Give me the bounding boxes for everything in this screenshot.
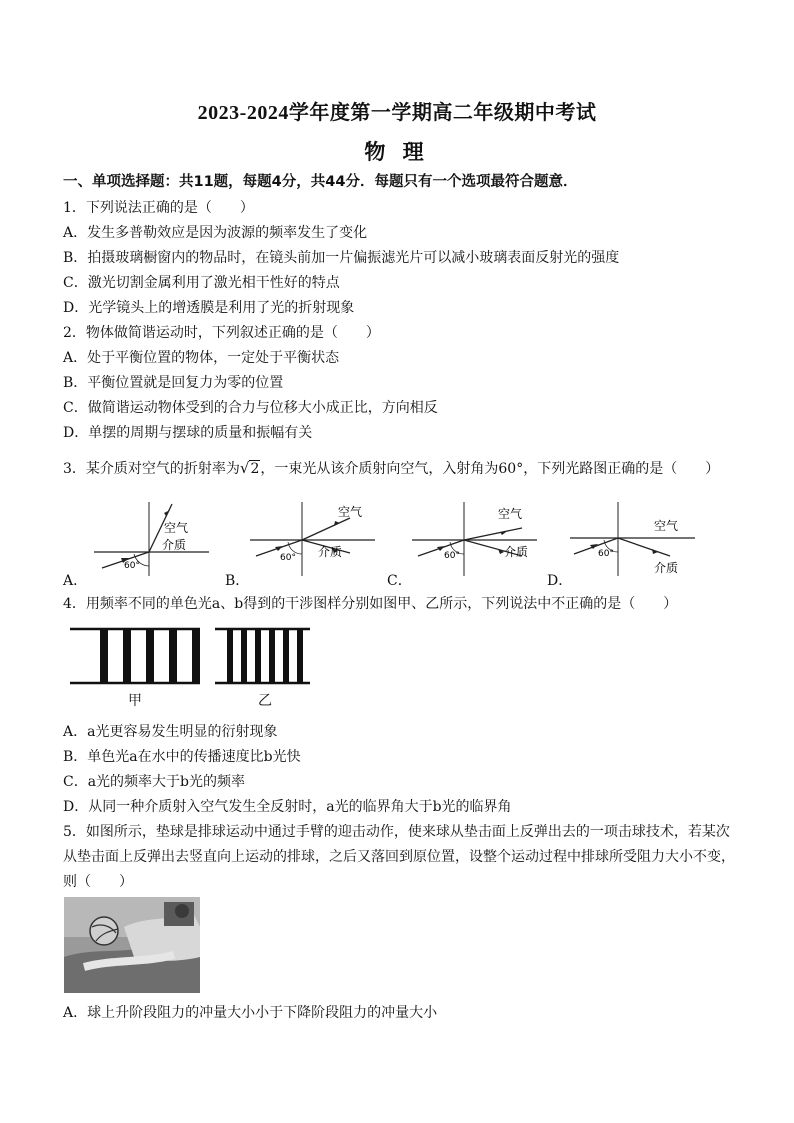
q1-option-d: D．光学镜头上的增透膜是利用了光的折射现象 — [63, 300, 355, 316]
q3c-medium-label: 介质 — [504, 545, 529, 559]
q1-option-b: B．拍摄玻璃橱窗内的物品时，在镜头前加一片偏振滤光片可以减小玻璃表面反射光的强度 — [63, 250, 620, 266]
q1-stem: 1．下列说法正确的是（ ） — [63, 200, 254, 216]
q1-option-a: A．发生多普勒效应是因为波源的频率发生了变化 — [63, 225, 368, 241]
q2-option-c: C．做简谐运动物体受到的合力与位移大小成正比，方向相反 — [63, 400, 438, 416]
fringe-pattern-jia — [70, 626, 200, 690]
q3-option-d-label: D． — [547, 573, 573, 589]
fringe-pattern-yi — [215, 626, 310, 690]
q4-option-b: B．单色光a在水中的传播速度比b光快 — [63, 749, 301, 765]
q3-option-b-label: B． — [225, 573, 250, 589]
q3a-air-label: 空气 — [164, 521, 189, 535]
q3-diagram-a — [94, 496, 209, 576]
q4-stem: 4．用频率不同的单色光a、b得到的干涉图样分别如图甲、乙所示，下列说法中不正确的是（ ） — [63, 596, 678, 612]
q3d-medium-label: 介质 — [654, 561, 679, 575]
q3a-medium-label: 介质 — [162, 538, 187, 552]
q3-diagram-c — [412, 496, 537, 576]
q2-option-b: B．平衡位置就是回复力为零的位置 — [63, 375, 284, 391]
q5-option-a: A．球上升阶段阻力的冲量大小小于下降阶段阻力的冲量大小 — [63, 1005, 438, 1021]
q3b-air-label: 空气 — [338, 505, 363, 519]
q3-stem — [63, 458, 719, 479]
q5-stem-line2: 从垫击面上反弹出去竖直向上运动的排球，之后又落回到原位置，设整个运动过程中排球所受阻力大小不变， — [63, 849, 735, 865]
q3-diagram-d — [570, 496, 695, 576]
volleyball-photo — [64, 897, 200, 993]
sqrt-value: 2 — [250, 461, 260, 477]
q3d-angle-label: 60° — [598, 549, 614, 559]
q3b-angle-label: 60° — [280, 553, 296, 563]
q3a-angle-label: 60° — [124, 561, 140, 571]
q2-option-a: A．处于平衡位置的物体，一定处于平衡状态 — [63, 350, 340, 366]
q3-option-a-label: A． — [63, 573, 88, 589]
section-heading: 一、单项选择题：共11题，每题4分，共44分．每题只有一个选项最符合题意． — [63, 174, 578, 190]
q3b-medium-label: 介质 — [318, 545, 343, 559]
q3-stem-before: 3．某介质对空气的折射率为 — [63, 461, 240, 477]
q2-stem: 2．物体做简谐运动时，下列叙述正确的是（ ） — [63, 325, 380, 341]
exam-title: 2023-2024学年度第一学期高二年级期中考试 — [197, 102, 597, 124]
q1-option-c: C．激光切割金属利用了激光相干性好的特点 — [63, 275, 340, 291]
q5-stem-line3: 则（ ） — [63, 874, 133, 890]
q3-diagram-b — [250, 496, 375, 576]
q4-option-d: D．从同一种介质射入空气发生全反射时，a光的临界角大于b光的临界角 — [63, 799, 512, 815]
q3c-angle-label: 60° — [444, 551, 460, 561]
q3c-air-label: 空气 — [498, 507, 523, 521]
q5-stem-line1: 5．如图所示，垫球是排球运动中通过手臂的迎击动作，使来球从垫击面上反弹出去的一项击球技术，若某次 — [63, 824, 730, 840]
q2-option-d: D．单摆的周期与摆球的质量和振幅有关 — [63, 425, 313, 441]
q3-option-c-label: C． — [387, 573, 412, 589]
fringe-label-yi: 乙 — [258, 693, 272, 709]
fringe-label-jia: 甲 — [128, 693, 142, 709]
q4-option-c: C．a光的频率大于b光的频率 — [63, 774, 246, 790]
subject-title: 物 理 — [364, 140, 430, 164]
q4-option-a: A．a光更容易发生明显的衍射现象 — [63, 724, 278, 740]
sqrt-symbol: √ — [239, 459, 250, 477]
q3d-air-label: 空气 — [654, 519, 679, 533]
q3-stem-after: ，一束光从该介质射向空气，入射角为60°，下列光路图正确的是（ ） — [260, 461, 720, 477]
